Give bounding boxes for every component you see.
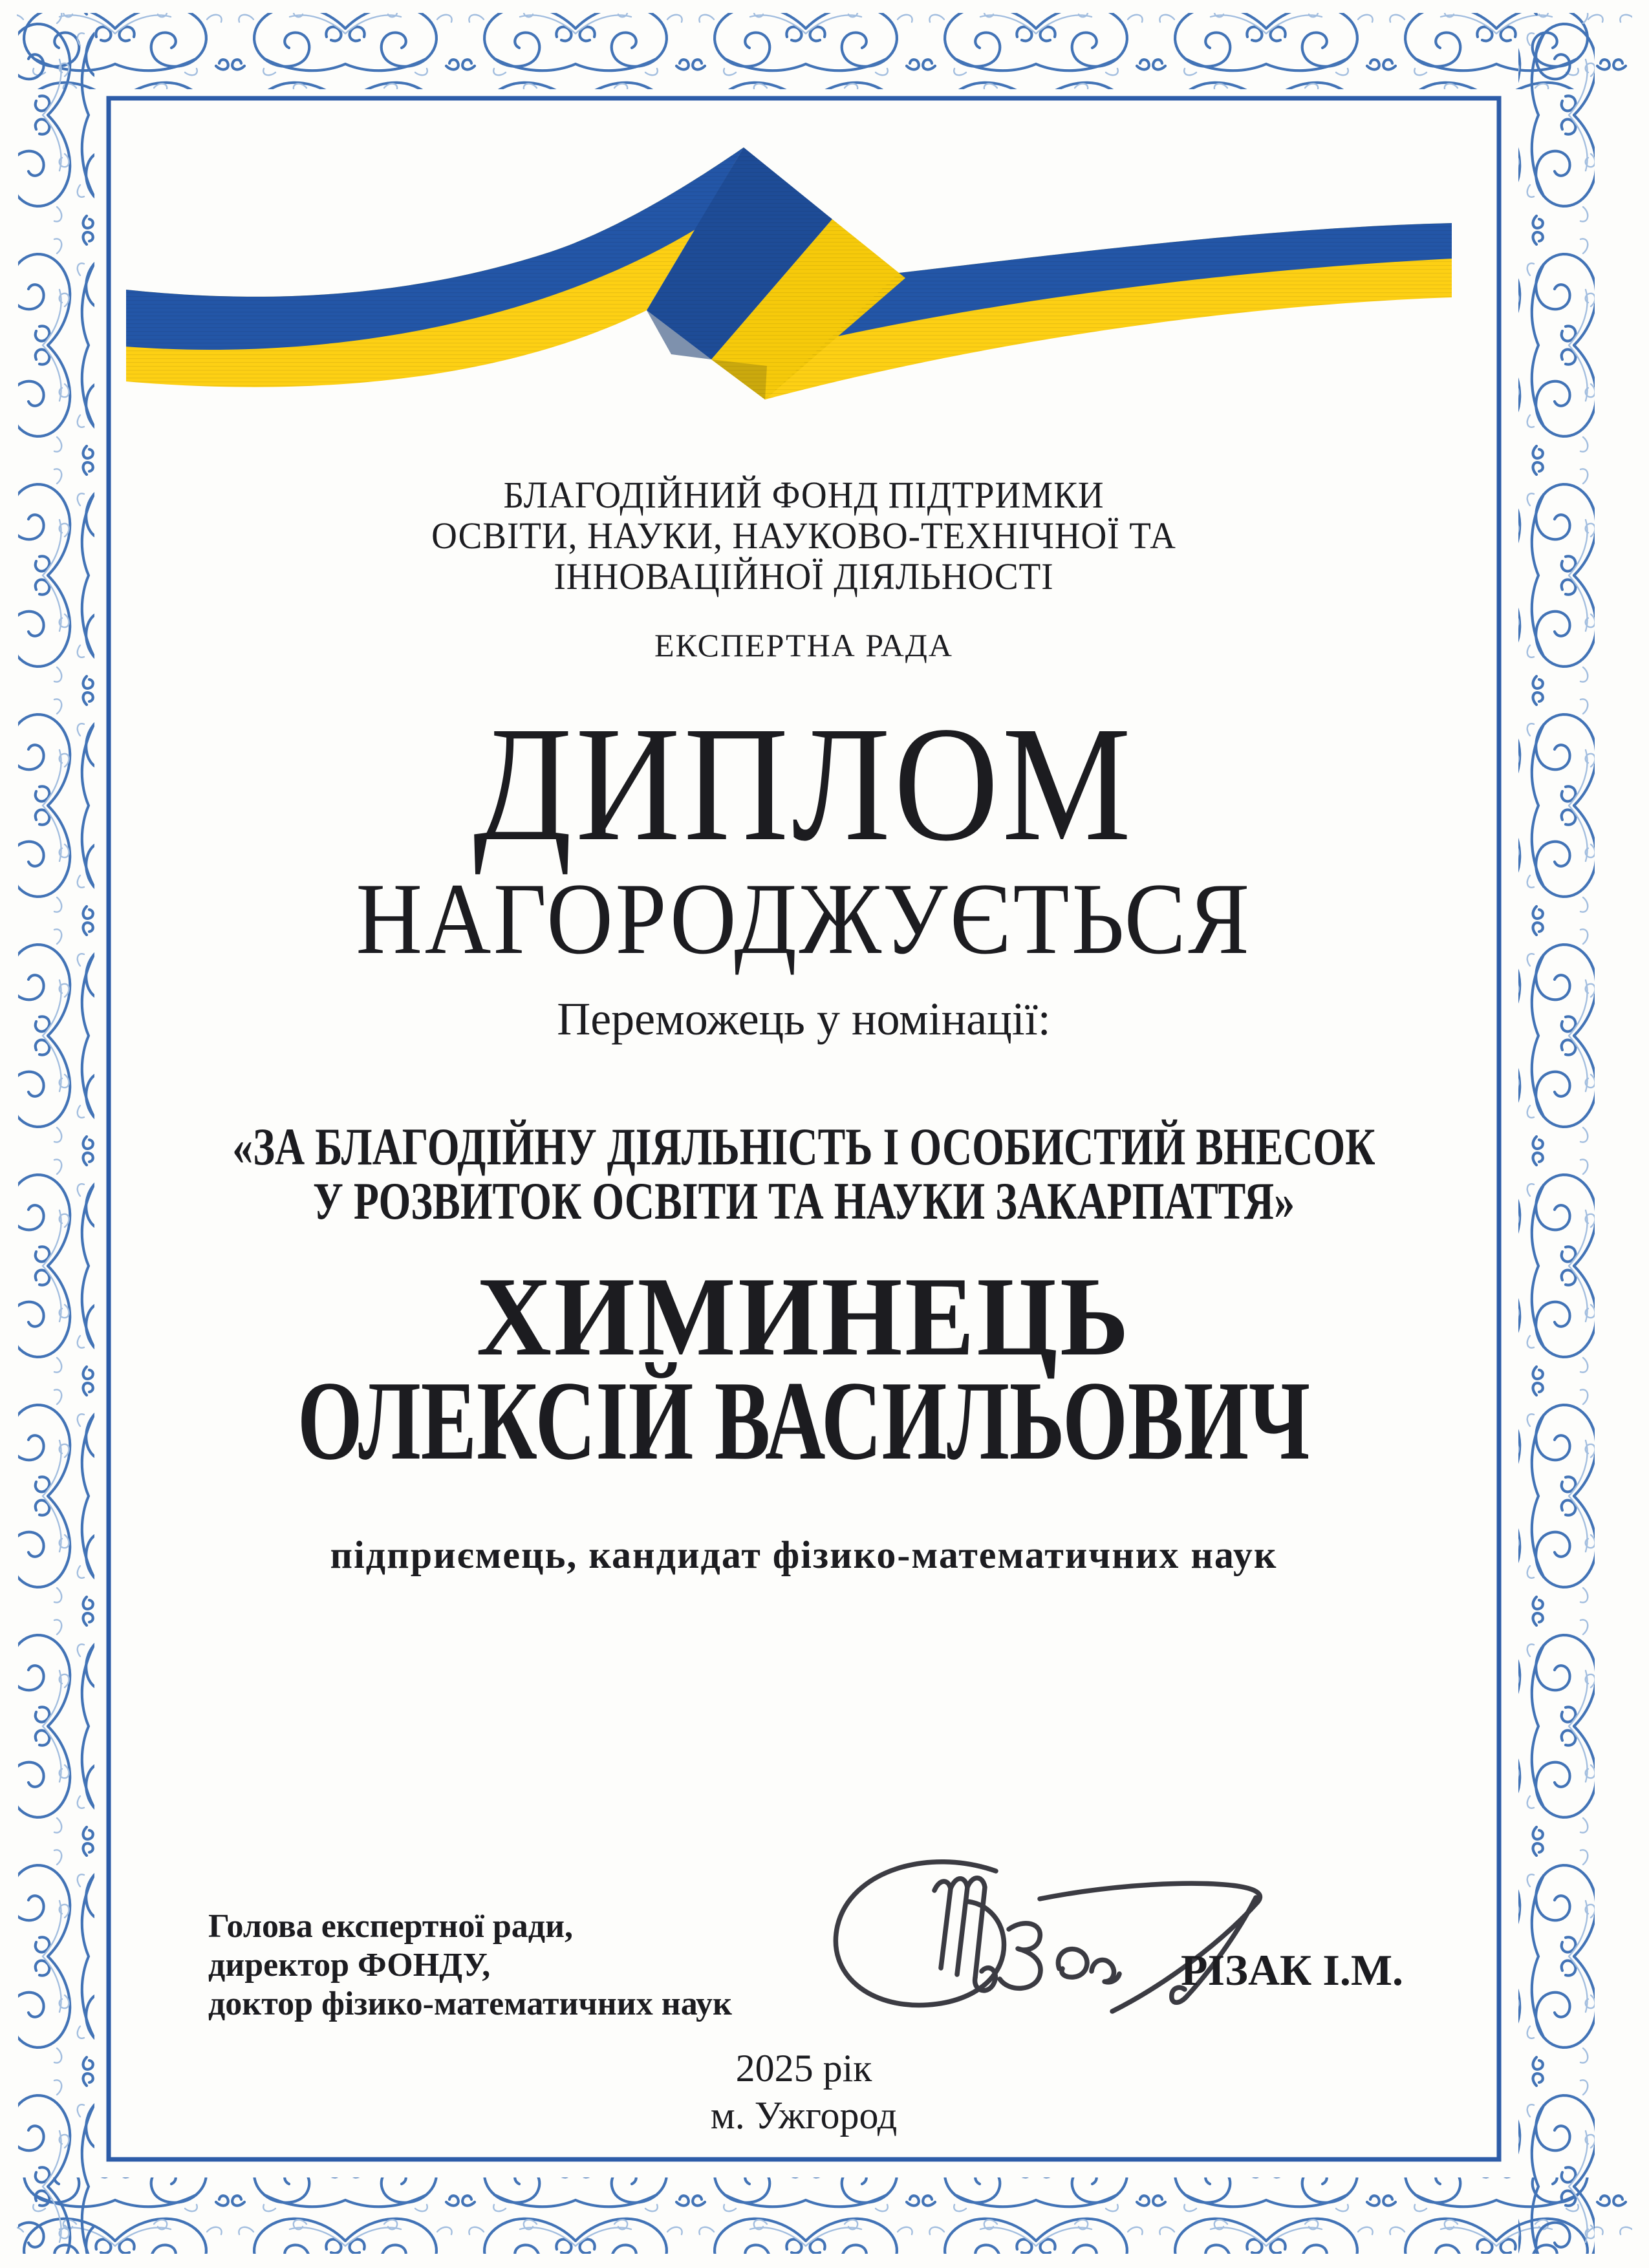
winner-label: Переможець у номінації:: [557, 993, 1051, 1045]
award-action-label: НАГОРОДЖУЄТЬСЯ: [356, 862, 1252, 976]
organization-name-line-2: ОСВІТИ, НАУКИ, НАУКОВО-ТЕХНІЧНОЇ ТА: [431, 515, 1176, 557]
recipient-surname: ХИМИНЕЦЬ: [476, 1254, 1132, 1379]
signatory-line-2: директор ФОНДУ,: [208, 1947, 491, 1984]
issue-year: 2025 рік: [735, 2047, 872, 2090]
signatory-line-1: Голова експертної ради,: [208, 1908, 574, 1945]
organization-name-line-1: БЛАГОДІЙНИЙ ФОНД ПІДТРИМКИ: [503, 474, 1105, 516]
organization-name-line-3: ІННОВАЦІЙНОЇ ДІЯЛЬНОСТІ: [554, 555, 1054, 597]
signatory-name: РІЗАК І.М.: [1181, 1945, 1403, 1995]
recipient-description: підприємець, кандидат фізико-математичних наук: [330, 1534, 1278, 1576]
diploma-title: ДИПЛОМ: [473, 693, 1135, 875]
recipient-given-names: ОЛЕКСІЙ ВАСИЛЬОВИЧ: [297, 1358, 1311, 1483]
issue-city: м. Ужгород: [710, 2094, 898, 2137]
nomination-line-2: У РОЗВИТОК ОСВІТИ ТА НАУКИ ЗАКАРПАТТЯ»: [312, 1171, 1295, 1230]
nomination-line-1: «ЗА БЛАГОДІЙНУ ДІЯЛЬНІСТЬ І ОСОБИСТИЙ ВНЕСОК: [232, 1117, 1375, 1176]
signatory-line-3: доктор фізико-математичних наук: [208, 1985, 733, 2022]
signatory-title-block: [208, 1907, 732, 2024]
expert-council-label: ЕКСПЕРТНА РАДА: [654, 627, 954, 663]
